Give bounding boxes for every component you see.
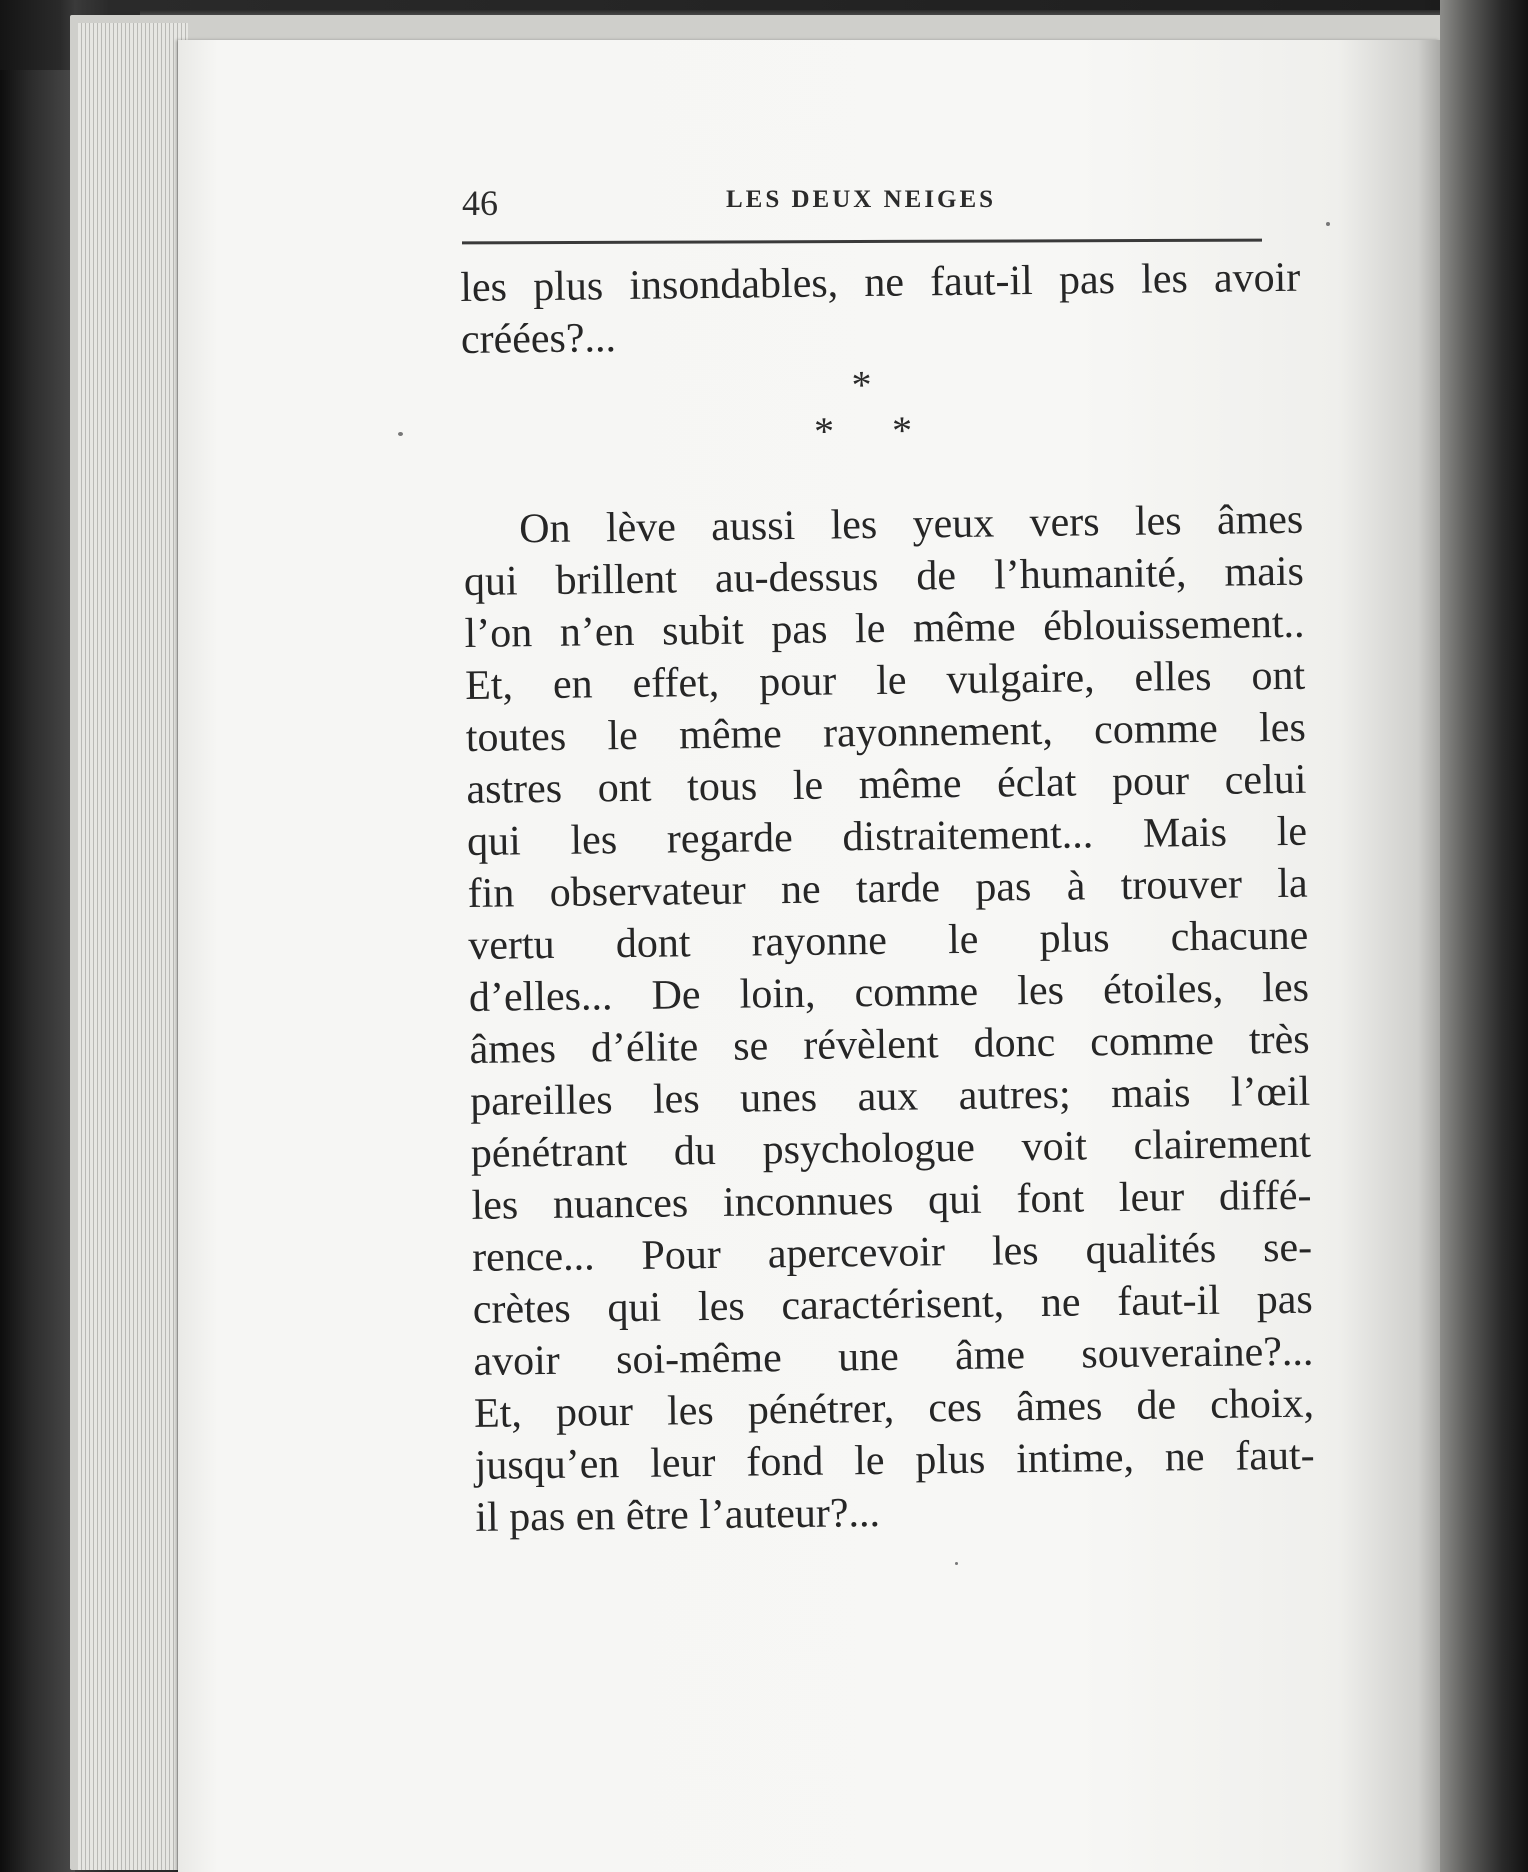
text-line: rence... Pour apercevoir les qualités se- bbox=[471, 1224, 1313, 1281]
text-line: qui les regarde distraitement... Mais le bbox=[466, 808, 1308, 865]
text-line: d’elles... De loin, comme les étoiles, les bbox=[468, 964, 1310, 1021]
asterism bbox=[461, 356, 1302, 474]
text-line: pénétrant du psychologue voit clairement bbox=[470, 1120, 1312, 1177]
text-line: qui brillent au-dessus de l’humanité, mais bbox=[463, 548, 1305, 605]
text-line: il pas en être l’auteur?... bbox=[475, 1489, 881, 1541]
text-line: astres ont tous le même éclat pour celui bbox=[466, 756, 1307, 813]
text-line: Et, pour les pénétrer, ces âmes de choix, bbox=[473, 1380, 1315, 1437]
running-head-title: LES DEUX NEIGES bbox=[726, 186, 997, 213]
text-line: Et, en effet, pour le vulgaire, elles ont bbox=[464, 652, 1306, 709]
text-line: crètes qui les caractérisent, ne faut-il pas bbox=[472, 1276, 1314, 1333]
text-line: créées?... bbox=[460, 315, 617, 363]
text-line: les plus insondables, ne faut-il pas les avoir bbox=[460, 254, 1301, 311]
text-line: fin observateur ne tarde pas à trouver la bbox=[467, 860, 1308, 917]
paragraph-1 bbox=[460, 252, 1301, 366]
paper-speck bbox=[398, 432, 403, 436]
text-line: On lève aussi les yeux vers les âmes bbox=[518, 496, 1304, 553]
text-line: les nuances inconnues qui font leur diffé- bbox=[471, 1172, 1312, 1229]
asterisk-icon: * bbox=[891, 407, 913, 453]
asterisk-icon: * bbox=[813, 408, 835, 454]
text-line: âmes d’élite se révèlent donc comme très bbox=[469, 1016, 1310, 1073]
text-line: l’on n’en subit pas le même éblouissement.. bbox=[464, 600, 1305, 657]
book-cover-edge bbox=[0, 70, 75, 1872]
paper-speck bbox=[1326, 222, 1330, 226]
book-gutter-shadow bbox=[1440, 0, 1528, 1872]
text-line: avoir soi-même une âme souveraine?... bbox=[473, 1328, 1314, 1385]
text-line: toutes le même rayonnement, comme les bbox=[465, 704, 1307, 761]
text-line: jusqu’en leur fond le plus intime, ne faut- bbox=[474, 1432, 1315, 1489]
paper-speck bbox=[955, 1562, 958, 1565]
page-text bbox=[460, 252, 1316, 1544]
asterisk-icon: * bbox=[851, 361, 872, 408]
text-line: vertu dont rayonne le plus chacune bbox=[468, 912, 1309, 969]
paragraph-2 bbox=[463, 494, 1316, 1544]
page-number: 46 bbox=[462, 183, 498, 223]
text-line: pareilles les unes aux autres; mais l’œil bbox=[469, 1068, 1311, 1125]
running-head bbox=[462, 178, 1262, 228]
